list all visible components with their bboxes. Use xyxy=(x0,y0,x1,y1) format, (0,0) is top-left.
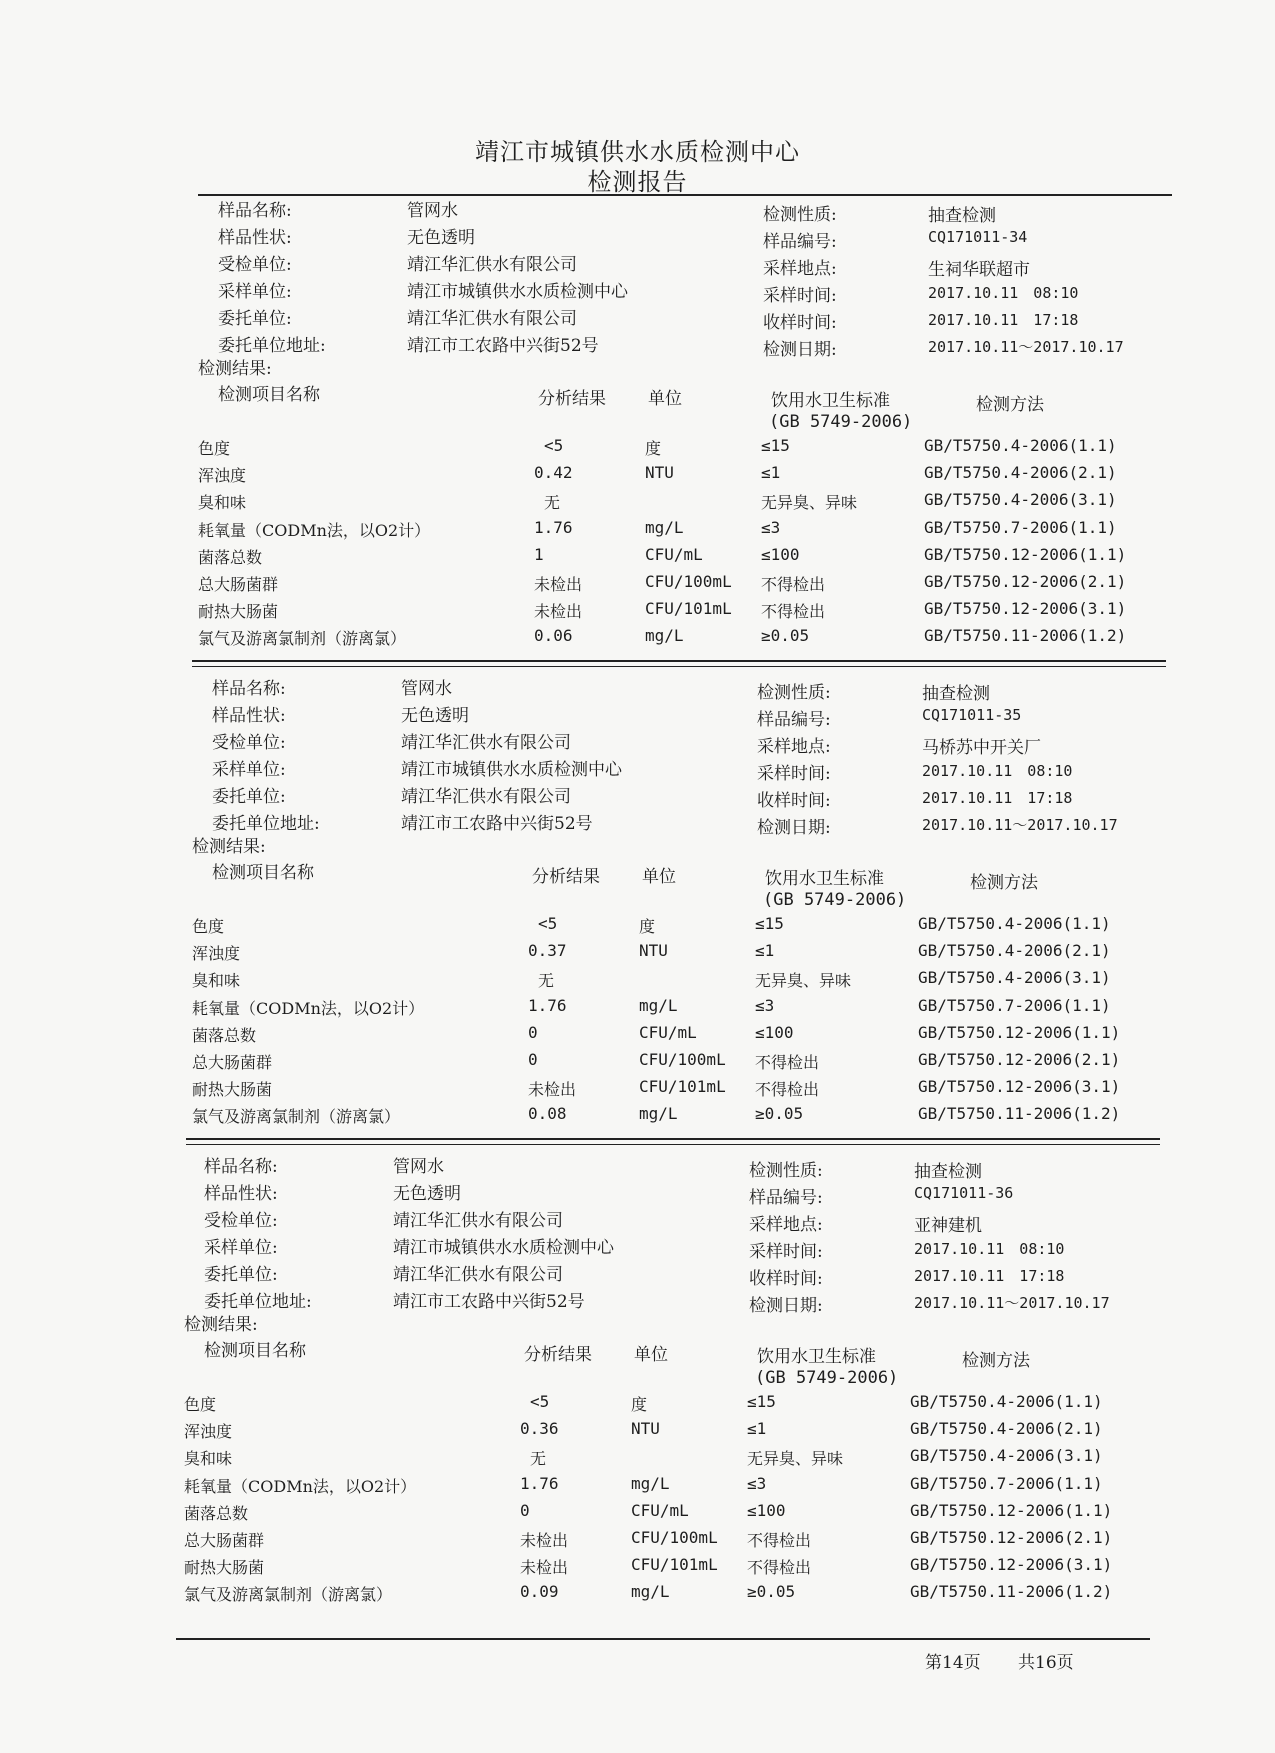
test-date-value: 2017.10.11～2017.10.17 xyxy=(914,1294,1110,1312)
sampling-site-label: 采样地点: xyxy=(757,737,831,757)
test-date-label: 检测日期: xyxy=(749,1296,823,1316)
col-result-header: 分析结果 xyxy=(538,389,606,409)
unit-value: mg/L xyxy=(631,1473,670,1493)
item-name: 氯气及游离氯制剂（游离氯） xyxy=(198,629,407,649)
receive-time-label: 收样时间: xyxy=(763,313,837,333)
test-date-value: 2017.10.11～2017.10.17 xyxy=(928,338,1124,356)
result-value: 无 xyxy=(538,971,555,991)
col-standard-header: 饮用水卫生标准 xyxy=(757,1347,876,1367)
result-row xyxy=(0,1474,1261,1498)
sample-name-label: 样品名称: xyxy=(218,201,292,221)
sampling-time-label: 采样时间: xyxy=(763,286,837,306)
item-name: 氯气及游离氯制剂（游离氯） xyxy=(192,1107,401,1127)
test-date-label: 检测日期: xyxy=(763,340,837,360)
result-row xyxy=(0,436,1275,460)
sample-name-value: 管网水 xyxy=(407,201,458,221)
unit-value: NTU xyxy=(645,463,674,483)
sampling-time-value: 2017.10.11 08:10 xyxy=(928,284,1079,302)
method-value: GB/T5750.4-2006(3.1) xyxy=(924,490,1117,510)
unit-value: CFU/mL xyxy=(639,1022,697,1042)
unit-value: CFU/101mL xyxy=(631,1555,718,1575)
result-value: 0.09 xyxy=(520,1582,559,1602)
item-name: 耗氧量（CODMn法，以O2计） xyxy=(184,1476,417,1496)
result-value: 0 xyxy=(520,1500,530,1520)
standard-value: ≤15 xyxy=(755,914,784,933)
standard-value: 不得检出 xyxy=(755,1080,820,1100)
receive-time-value: 2017.10.11 17:18 xyxy=(922,789,1073,807)
result-row xyxy=(0,1392,1261,1416)
result-value: 未检出 xyxy=(528,1080,577,1100)
page-total: 共16页 xyxy=(1018,1653,1074,1673)
results-label: 检测结果: xyxy=(184,1315,258,1335)
section-rule xyxy=(186,1138,1160,1140)
method-value: GB/T5750.12-2006(1.1) xyxy=(924,544,1127,564)
client-address-value: 靖江市工农路中兴街52号 xyxy=(393,1292,585,1312)
item-name: 臭和味 xyxy=(198,493,247,513)
sampling-unit-label: 采样单位: xyxy=(204,1238,278,1258)
sampling-site-value: 马桥苏中开关厂 xyxy=(922,738,1041,758)
client-address-label: 委托单位地址: xyxy=(204,1292,312,1312)
sample-block xyxy=(0,1152,1261,1622)
result-value: 0.42 xyxy=(534,463,573,483)
col-unit-header: 单位 xyxy=(642,867,676,887)
col-standard-ref: (GB 5749-2006) xyxy=(769,412,913,432)
method-value: GB/T5750.12-2006(3.1) xyxy=(910,1555,1113,1575)
standard-value: 不得检出 xyxy=(761,602,826,622)
test-nature-label: 检测性质: xyxy=(749,1161,823,1181)
test-nature-value: 抽查检测 xyxy=(922,684,990,704)
result-row xyxy=(0,1582,1261,1606)
result-row xyxy=(0,1023,1269,1047)
standard-value: ≤3 xyxy=(747,1473,767,1493)
standard-value: ≤100 xyxy=(761,544,800,564)
item-name: 菌落总数 xyxy=(184,1503,249,1523)
sample-state-label: 样品性状: xyxy=(218,228,292,248)
unit-value: mg/L xyxy=(639,1104,678,1124)
unit-value: mg/L xyxy=(645,517,684,537)
item-name: 总大肠菌群 xyxy=(192,1053,273,1072)
client-unit-label: 委托单位: xyxy=(218,309,292,329)
page-number: 第14页 xyxy=(925,1653,981,1673)
client-address-label: 委托单位地址: xyxy=(218,336,326,356)
method-value: GB/T5750.12-2006(3.1) xyxy=(918,1077,1121,1097)
col-item-header: 检测项目名称 xyxy=(204,1341,306,1361)
result-value: 1.76 xyxy=(528,995,567,1015)
method-value: GB/T5750.4-2006(1.1) xyxy=(918,914,1111,933)
method-value: GB/T5750.12-2006(1.1) xyxy=(918,1022,1121,1042)
result-value: 未检出 xyxy=(534,575,583,594)
item-name: 菌落总数 xyxy=(198,547,263,567)
col-method-header: 检测方法 xyxy=(970,873,1038,893)
result-row xyxy=(0,1528,1261,1552)
client-unit-label: 委托单位: xyxy=(212,787,286,807)
standard-value: 不得检出 xyxy=(761,575,826,594)
item-name: 臭和味 xyxy=(192,971,241,991)
method-value: GB/T5750.12-2006(2.1) xyxy=(924,572,1127,591)
standard-value: ≤15 xyxy=(761,436,790,455)
result-row xyxy=(0,572,1275,596)
standard-value: ≤1 xyxy=(761,463,781,483)
item-name: 氯气及游离氯制剂（游离氯） xyxy=(184,1585,393,1605)
result-row xyxy=(0,1077,1269,1101)
bottom-rule xyxy=(176,1638,1150,1640)
col-method-header: 检测方法 xyxy=(976,395,1044,415)
receive-time-value: 2017.10.11 17:18 xyxy=(928,311,1079,329)
item-name: 浑浊度 xyxy=(198,466,247,486)
method-value: GB/T5750.4-2006(2.1) xyxy=(924,463,1117,483)
result-value: 0.36 xyxy=(520,1419,559,1439)
inspected-unit-label: 受检单位: xyxy=(212,733,286,753)
standard-value: 无异臭、异味 xyxy=(747,1449,844,1469)
sampling-time-label: 采样时间: xyxy=(757,764,831,784)
method-value: GB/T5750.7-2006(1.1) xyxy=(910,1473,1103,1493)
result-row xyxy=(0,626,1275,650)
inspected-unit-value: 靖江华汇供水有限公司 xyxy=(407,255,577,275)
receive-time-value: 2017.10.11 17:18 xyxy=(914,1267,1065,1285)
sampling-site-value: 亚神建机 xyxy=(914,1216,982,1236)
test-nature-label: 检测性质: xyxy=(757,683,831,703)
result-value: <5 xyxy=(530,1392,550,1411)
method-value: GB/T5750.11-2006(1.2) xyxy=(910,1582,1113,1602)
standard-value: 不得检出 xyxy=(747,1558,812,1578)
method-value: GB/T5750.11-2006(1.2) xyxy=(924,626,1127,646)
result-row xyxy=(0,1446,1261,1470)
sample-state-value: 无色透明 xyxy=(407,228,475,248)
standard-value: 不得检出 xyxy=(747,1531,812,1550)
sample-state-label: 样品性状: xyxy=(212,706,286,726)
item-name: 浑浊度 xyxy=(184,1422,233,1442)
unit-value: mg/L xyxy=(639,995,678,1015)
sampling-unit-value: 靖江市城镇供水水质检测中心 xyxy=(393,1238,614,1258)
col-item-header: 检测项目名称 xyxy=(218,385,320,405)
results-label: 检测结果: xyxy=(198,359,272,379)
item-name: 耗氧量（CODMn法，以O2计） xyxy=(198,520,431,540)
test-nature-value: 抽查检测 xyxy=(928,206,996,226)
method-value: GB/T5750.7-2006(1.1) xyxy=(918,995,1111,1015)
result-row xyxy=(0,941,1269,965)
result-value: 未检出 xyxy=(520,1558,569,1578)
sample-state-value: 无色透明 xyxy=(401,706,469,726)
sampling-time-label: 采样时间: xyxy=(749,1242,823,1262)
receive-time-label: 收样时间: xyxy=(749,1269,823,1289)
sampling-unit-label: 采样单位: xyxy=(212,760,286,780)
sample-state-value: 无色透明 xyxy=(393,1184,461,1204)
test-nature-value: 抽查检测 xyxy=(914,1162,982,1182)
standard-value: ≤3 xyxy=(755,995,775,1015)
sample-no-label: 样品编号: xyxy=(749,1188,823,1208)
result-value: <5 xyxy=(544,436,564,455)
item-name: 浑浊度 xyxy=(192,944,241,964)
col-unit-header: 单位 xyxy=(634,1345,668,1365)
result-row xyxy=(0,599,1275,623)
sample-name-value: 管网水 xyxy=(401,679,452,699)
result-row xyxy=(0,490,1275,514)
standard-value: ≤15 xyxy=(747,1392,776,1411)
standard-value: 无异臭、异味 xyxy=(755,971,852,991)
col-standard-ref: (GB 5749-2006) xyxy=(755,1368,899,1388)
sampling-site-value: 生祠华联超市 xyxy=(928,260,1030,280)
col-result-header: 分析结果 xyxy=(532,867,600,887)
unit-value: NTU xyxy=(639,941,668,961)
sampling-unit-value: 靖江市城镇供水水质检测中心 xyxy=(407,282,628,302)
sampling-time-value: 2017.10.11 08:10 xyxy=(914,1240,1065,1258)
standard-value: ≤1 xyxy=(747,1419,767,1439)
result-value: 0.37 xyxy=(528,941,567,961)
sample-name-value: 管网水 xyxy=(393,1157,444,1177)
client-unit-value: 靖江华汇供水有限公司 xyxy=(407,309,577,329)
sample-state-label: 样品性状: xyxy=(204,1184,278,1204)
method-value: GB/T5750.12-2006(3.1) xyxy=(924,599,1127,619)
unit-value: CFU/100mL xyxy=(639,1050,726,1069)
col-method-header: 检测方法 xyxy=(962,1351,1030,1371)
method-value: GB/T5750.4-2006(2.1) xyxy=(918,941,1111,961)
standard-value: ≤1 xyxy=(755,941,775,961)
test-date-label: 检测日期: xyxy=(757,818,831,838)
sampling-site-label: 采样地点: xyxy=(749,1215,823,1235)
sample-no-value: CQ171011-35 xyxy=(922,706,1022,724)
sample-name-label: 样品名称: xyxy=(212,679,286,699)
result-value: 无 xyxy=(530,1449,547,1469)
method-value: GB/T5750.12-2006(1.1) xyxy=(910,1500,1113,1520)
inspected-unit-value: 靖江华汇供水有限公司 xyxy=(393,1211,563,1231)
unit-value: 度 xyxy=(631,1395,648,1414)
standard-value: ≤3 xyxy=(761,517,781,537)
client-address-value: 靖江市工农路中兴街52号 xyxy=(407,336,599,356)
item-name: 臭和味 xyxy=(184,1449,233,1469)
item-name: 耐热大肠菌 xyxy=(198,602,279,622)
method-value: GB/T5750.4-2006(3.1) xyxy=(918,968,1111,988)
unit-value: NTU xyxy=(631,1419,660,1439)
standard-value: ≤100 xyxy=(747,1500,786,1520)
unit-value: CFU/mL xyxy=(631,1500,689,1520)
test-date-value: 2017.10.11～2017.10.17 xyxy=(922,816,1118,834)
unit-value: 度 xyxy=(645,439,662,458)
sample-block xyxy=(0,196,1275,666)
standard-value: ≥0.05 xyxy=(755,1104,804,1124)
unit-value: CFU/mL xyxy=(645,544,703,564)
method-value: GB/T5750.4-2006(2.1) xyxy=(910,1419,1103,1439)
result-row xyxy=(0,996,1269,1020)
result-value: 无 xyxy=(544,493,561,513)
result-value: 0.08 xyxy=(528,1104,567,1124)
col-standard-header: 饮用水卫生标准 xyxy=(765,869,884,889)
sampling-unit-label: 采样单位: xyxy=(218,282,292,302)
result-value: 0 xyxy=(528,1050,538,1069)
result-value: 0 xyxy=(528,1022,538,1042)
col-item-header: 检测项目名称 xyxy=(212,863,314,883)
method-value: GB/T5750.11-2006(1.2) xyxy=(918,1104,1121,1124)
item-name: 菌落总数 xyxy=(192,1025,257,1045)
client-address-value: 靖江市工农路中兴街52号 xyxy=(401,814,593,834)
results-label: 检测结果: xyxy=(192,837,266,857)
result-value: 1.76 xyxy=(520,1473,559,1493)
method-value: GB/T5750.4-2006(1.1) xyxy=(910,1392,1103,1411)
result-row xyxy=(0,1501,1261,1525)
unit-value: 度 xyxy=(639,917,656,936)
report-title: 检测报告 xyxy=(587,168,688,196)
section-rule-thin xyxy=(186,1144,1160,1145)
client-unit-value: 靖江华汇供水有限公司 xyxy=(393,1265,563,1285)
col-result-header: 分析结果 xyxy=(524,1345,592,1365)
result-row xyxy=(0,1050,1269,1074)
result-row xyxy=(0,914,1269,938)
standard-value: ≥0.05 xyxy=(747,1582,796,1602)
item-name: 耐热大肠菌 xyxy=(192,1080,273,1100)
result-value: 未检出 xyxy=(520,1531,569,1550)
receive-time-label: 收样时间: xyxy=(757,791,831,811)
sampling-site-label: 采样地点: xyxy=(763,259,837,279)
result-row xyxy=(0,518,1275,542)
result-value: 未检出 xyxy=(534,602,583,622)
sampling-unit-value: 靖江市城镇供水水质检测中心 xyxy=(401,760,622,780)
sample-no-value: CQ171011-36 xyxy=(914,1184,1014,1202)
unit-value: mg/L xyxy=(645,626,684,646)
method-value: GB/T5750.4-2006(3.1) xyxy=(910,1446,1103,1466)
result-value: 1 xyxy=(534,544,544,564)
item-name: 色度 xyxy=(192,917,225,936)
unit-value: CFU/100mL xyxy=(631,1528,718,1547)
standard-value: ≤100 xyxy=(755,1022,794,1042)
test-nature-label: 检测性质: xyxy=(763,205,837,225)
unit-value: CFU/100mL xyxy=(645,572,732,591)
item-name: 耐热大肠菌 xyxy=(184,1558,265,1578)
inspected-unit-label: 受检单位: xyxy=(204,1211,278,1231)
col-standard-header: 饮用水卫生标准 xyxy=(771,391,890,411)
result-row xyxy=(0,1419,1261,1443)
sample-block xyxy=(0,674,1269,1144)
inspected-unit-label: 受检单位: xyxy=(218,255,292,275)
result-row xyxy=(0,1104,1269,1128)
client-unit-label: 委托单位: xyxy=(204,1265,278,1285)
result-value: 1.76 xyxy=(534,517,573,537)
result-row xyxy=(0,545,1275,569)
sample-no-label: 样品编号: xyxy=(763,232,837,252)
item-name: 总大肠菌群 xyxy=(198,575,279,594)
item-name: 总大肠菌群 xyxy=(184,1531,265,1550)
result-value: <5 xyxy=(538,914,558,933)
standard-value: 无异臭、异味 xyxy=(761,493,858,513)
item-name: 色度 xyxy=(184,1395,217,1414)
unit-value: CFU/101mL xyxy=(639,1077,726,1097)
col-unit-header: 单位 xyxy=(648,389,682,409)
result-row xyxy=(0,463,1275,487)
result-value: 0.06 xyxy=(534,626,573,646)
method-value: GB/T5750.12-2006(2.1) xyxy=(910,1528,1113,1547)
standard-value: ≥0.05 xyxy=(761,626,810,646)
standard-value: 不得检出 xyxy=(755,1053,820,1072)
sampling-time-value: 2017.10.11 08:10 xyxy=(922,762,1073,780)
sample-name-label: 样品名称: xyxy=(204,1157,278,1177)
page-footer xyxy=(925,1648,1106,1673)
client-address-label: 委托单位地址: xyxy=(212,814,320,834)
sample-no-value: CQ171011-34 xyxy=(928,228,1028,246)
item-name: 色度 xyxy=(198,439,231,458)
sample-no-label: 样品编号: xyxy=(757,710,831,730)
section-rule-thin xyxy=(192,666,1166,667)
method-value: GB/T5750.7-2006(1.1) xyxy=(924,517,1117,537)
section-rule xyxy=(192,660,1166,662)
inspected-unit-value: 靖江华汇供水有限公司 xyxy=(401,733,571,753)
col-standard-ref: (GB 5749-2006) xyxy=(763,890,907,910)
result-row xyxy=(0,1555,1261,1579)
result-row xyxy=(0,968,1269,992)
org-title: 靖江市城镇供水水质检测中心 xyxy=(475,138,800,166)
client-unit-value: 靖江华汇供水有限公司 xyxy=(401,787,571,807)
method-value: GB/T5750.12-2006(2.1) xyxy=(918,1050,1121,1069)
method-value: GB/T5750.4-2006(1.1) xyxy=(924,436,1117,455)
unit-value: mg/L xyxy=(631,1582,670,1602)
item-name: 耗氧量（CODMn法，以O2计） xyxy=(192,998,425,1018)
unit-value: CFU/101mL xyxy=(645,599,732,619)
